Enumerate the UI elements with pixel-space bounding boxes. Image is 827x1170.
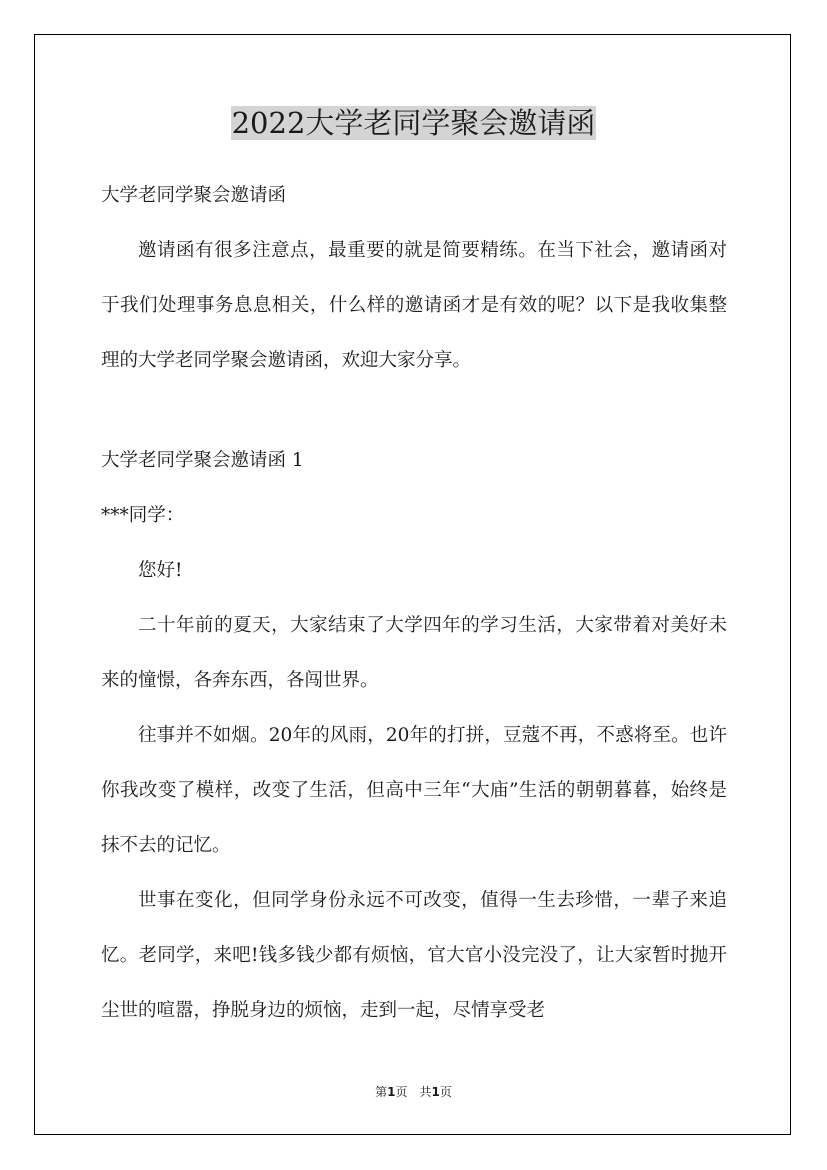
document-body: [101, 168, 727, 1038]
footer-page-current: 1: [387, 1085, 396, 1099]
footer-page-total: 1: [431, 1085, 440, 1099]
footer-page-mid: 页 共: [395, 1085, 432, 1099]
footer-page-prefix: 第: [375, 1085, 388, 1099]
body-paragraph: 世事在变化，但同学身份永远不可改变，值得一生去珍惜，一辈子来追忆。老同学，来吧!钱多钱少都有烦恼，官大官小没完没了，让大家暂时抛开尘世的喧嚣，挣脱身边的烦恼，走到一起，尽情享受老: [101, 890, 727, 1021]
section-heading: 大学老同学聚会邀请函 1: [101, 450, 304, 471]
document-subtitle: 大学老同学聚会邀请函: [101, 185, 287, 206]
intro-paragraph: 邀请函有很多注意点，最重要的就是简要精练。在当下社会，邀请函对于我们处理事务息息相关，什么样的邀请函才是有效的呢？以下是我收集整理的大学老同学聚会邀请函，欢迎大家分享。: [101, 240, 727, 371]
spacer: [101, 388, 727, 433]
salutation: ***同学：: [101, 505, 185, 526]
body-paragraph: 二十年前的夏天，大家结束了大学四年的学习生活，大家带着对美好未来的憧憬，各奔东西，各闯世界。: [101, 615, 727, 691]
page-footer: [0, 1084, 827, 1100]
document-title-text: 2022大学老同学聚会邀请函: [231, 106, 596, 140]
greeting: 您好!: [138, 560, 183, 581]
footer-page-suffix: 页: [439, 1085, 452, 1099]
document-title: [0, 104, 827, 142]
body-paragraph: 往事并不如烟。20年的风雨，20年的打拼，豆蔻不再，不惑将至。也许你我改变了模样，改变了生活，但高中三年“大庙”生活的朝朝暮暮，始终是抹不去的记忆。: [101, 725, 727, 856]
